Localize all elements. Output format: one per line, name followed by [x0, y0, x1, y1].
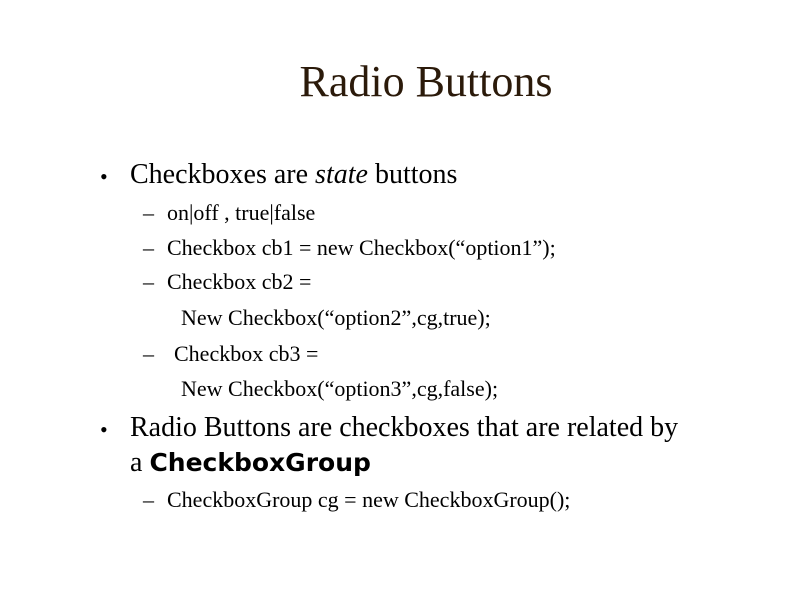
dash-marker: –: [143, 235, 154, 260]
sub-item-text: Checkbox cb3 =: [174, 341, 319, 366]
bullet-text-italic: state: [315, 159, 368, 190]
sub-item-text: CheckboxGroup cg = new CheckboxGroup();: [167, 487, 571, 512]
bullet-text-part1: Checkboxes are: [130, 159, 316, 190]
sub-item-text: Checkbox cb2 =: [167, 269, 312, 294]
dash-marker: –: [143, 269, 154, 294]
sub-item-text: on|off , true|false: [167, 200, 316, 225]
checkboxgroup-keyword: CheckboxGroup: [149, 448, 371, 477]
dash-marker: –: [143, 487, 154, 512]
bullet-text-line2: [130, 446, 371, 480]
bullet-dot: •: [100, 164, 108, 189]
bullet-dot: •: [100, 417, 108, 442]
bullet-text: [130, 158, 457, 192]
dash-marker: –: [143, 341, 154, 366]
bullet-text-line1: Radio Buttons are checkboxes that are related by: [130, 412, 679, 443]
sub-item-cb3-continuation: New Checkbox(“option3”,cg,false);: [181, 376, 499, 401]
slide-title: Radio Buttons: [299, 57, 553, 106]
sub-item-text: Checkbox cb1 = new Checkbox(“option1”);: [167, 235, 556, 260]
bullet-text-line2-prefix: a: [130, 447, 150, 478]
dash-marker: –: [143, 200, 154, 225]
sub-item-cb2-continuation: New Checkbox(“option2”,cg,true);: [181, 305, 491, 330]
bullet-text-part2: buttons: [367, 159, 458, 190]
